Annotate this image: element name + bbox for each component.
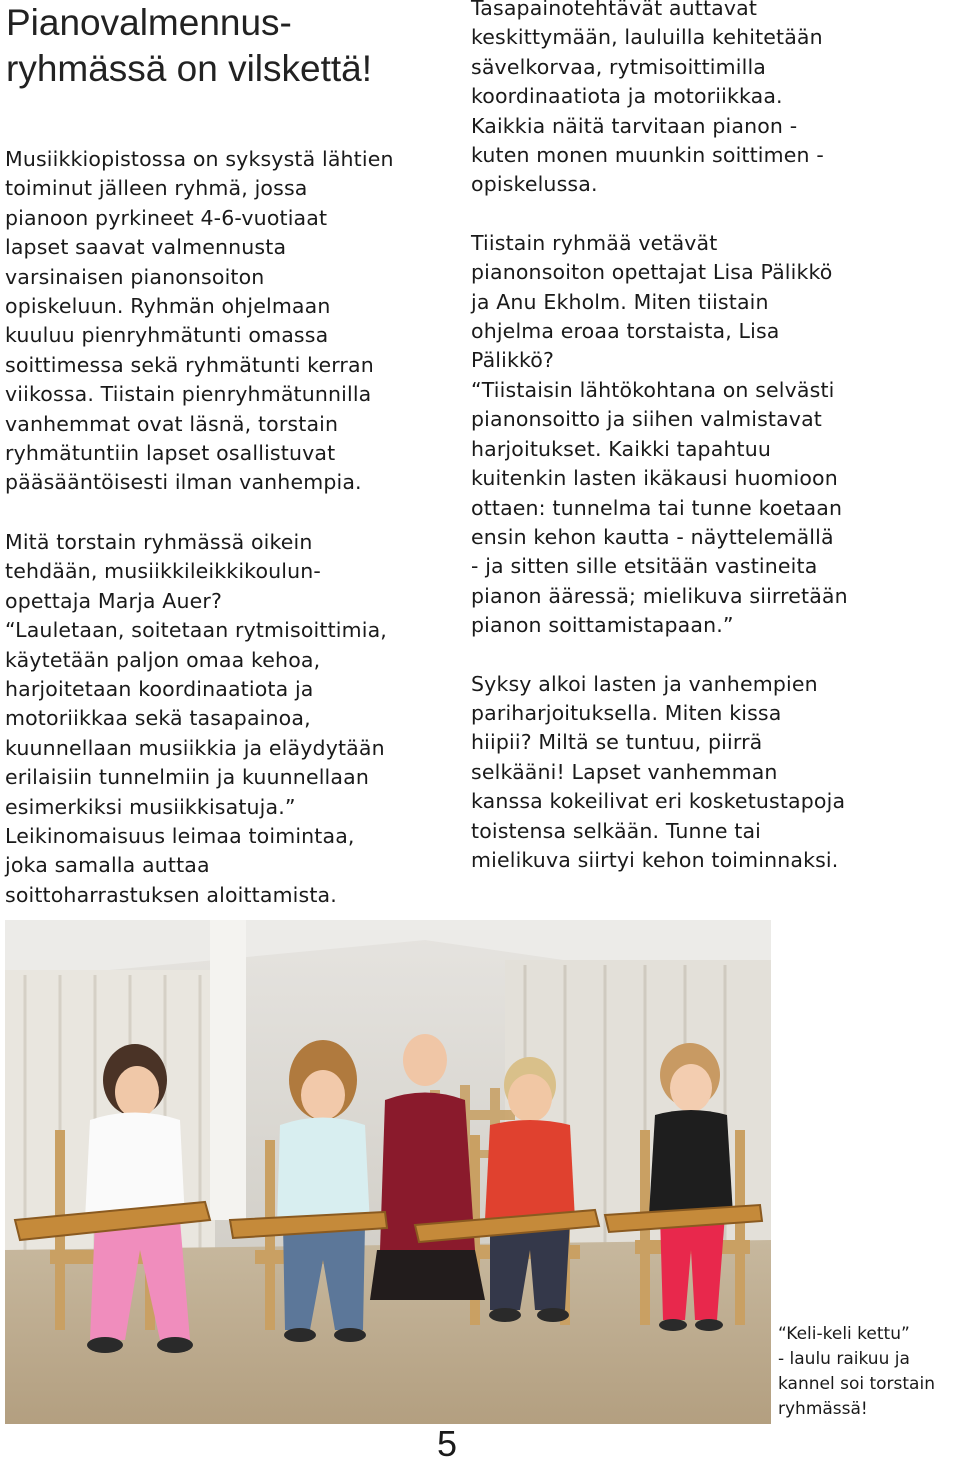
title-line: Pianovalmennus-	[6, 2, 292, 43]
text-line: toiminut jälleen ryhmä, jossa	[5, 176, 308, 201]
caption-line: ryhmässä!	[778, 1399, 868, 1419]
caption-line: kannel soi torstain	[778, 1374, 935, 1394]
caption-line: - laulu raikuu ja	[778, 1349, 910, 1369]
text-line: joka samalla auttaa	[5, 853, 210, 878]
left-column	[5, 145, 455, 910]
text-line: koordinaatiota ja motoriikkaa.	[471, 84, 783, 109]
text-line: pääsääntöisesti ilman vanhempia.	[5, 470, 362, 495]
interview-paragraph	[5, 528, 455, 910]
text-line: viikossa. Tiistain pienryhmätunnilla	[5, 382, 372, 407]
text-line: soittoharrastuksen aloittamista.	[5, 882, 337, 907]
text-line: käytetään paljon omaa kehoa,	[5, 647, 321, 672]
text-line: ohjelma eroaa torstaista, Lisa	[471, 319, 780, 344]
intro-paragraph	[5, 145, 455, 498]
text-line: pianon soittamistapaan.”	[471, 613, 734, 638]
text-line: pianonsoiton opettajat Lisa Pälikkö	[471, 260, 833, 285]
text-line: ensin kehon kautta - näyttelemällä	[471, 524, 834, 549]
text-line: ottaen: tunnelma tai tunne koetaan	[471, 495, 843, 520]
text-line: esimerkiksi musiikkisatuja.”	[5, 794, 296, 819]
continuation-paragraph	[471, 0, 951, 200]
text-line: pariharjoituksella. Miten kissa	[471, 700, 782, 725]
right-column	[471, 0, 951, 875]
text-line: Tasapainotehtävät auttavat	[471, 0, 758, 20]
text-line: sävelkorvaa, rytmisoittimilla	[471, 54, 767, 79]
text-line: lapset saavat valmennusta	[5, 235, 287, 260]
text-line: kuten monen muunkin soittimen -	[471, 143, 824, 168]
text-line: erilaisiin tunnelmiin ja kuunnellaan	[5, 765, 369, 790]
text-line: Kaikkia näitä tarvitaan pianon -	[471, 113, 798, 138]
text-line: harjoitukset. Kaikki tapahtuu	[471, 436, 772, 461]
text-line: tehdään, musiikkileikkikoulun-	[5, 559, 321, 584]
text-line: - ja sitten sille etsitään vastineita	[471, 554, 818, 579]
text-line: ja Anu Ekholm. Miten tiistain	[471, 289, 769, 314]
tuesday-paragraph	[471, 229, 951, 641]
title-line: ryhmässä on vilskettä!	[6, 48, 373, 89]
paragraph-gap	[5, 498, 455, 528]
text-line: pianon ääressä; mielikuva siirretään	[471, 583, 848, 608]
text-line: Pälikkö?	[471, 348, 555, 373]
caption-line: “Keli-keli kettu”	[778, 1324, 910, 1344]
text-line: opiskelussa.	[471, 172, 598, 197]
pillar	[210, 920, 246, 1220]
text-line: “Tiistaisin lähtökohtana on selvästi	[471, 377, 835, 402]
text-line: kuuluu pienryhmätunti omassa	[5, 323, 329, 348]
paragraph-gap	[471, 641, 951, 670]
text-line: selkääni! Lapset vanhemman	[471, 759, 778, 784]
text-line: pianonsoitto ja siihen valmistavat	[471, 407, 822, 432]
text-line: vanhemmat ovat läsnä, torstain	[5, 411, 339, 436]
text-line: “Lauletaan, soitetaan rytmisoittimia,	[5, 618, 387, 643]
photo-caption	[778, 1322, 960, 1422]
text-line: kuunnellaan musiikkia ja eläydytään	[5, 735, 385, 760]
text-line: pianoon pyrkineet 4-6-vuotiaat	[5, 205, 328, 230]
text-line: varsinaisen pianonsoiton	[5, 264, 265, 289]
text-line: Leikinomaisuus leimaa toimintaa,	[5, 823, 355, 848]
text-line: Musiikkiopistossa on syksystä lähtien	[5, 147, 394, 171]
text-line: opettaja Marja Auer?	[5, 588, 222, 613]
text-line: motoriikkaa sekä tasapainoa,	[5, 706, 311, 731]
text-line: Mitä torstain ryhmässä oikein	[5, 529, 313, 554]
text-line: hiipii? Miltä se tuntuu, piirrä	[471, 730, 763, 755]
text-line: ryhmätuntiin lapset osallistuvat	[5, 441, 336, 466]
text-line: kuitenkin lasten ikäkausi huomioon	[471, 466, 838, 491]
autumn-paragraph	[471, 670, 951, 876]
text-line: toistensa selkään. Tunne tai	[471, 818, 762, 843]
text-line: harjoitetaan koordinaatiota ja	[5, 676, 314, 701]
text-line: Syksy alkoi lasten ja vanhempien	[471, 671, 818, 696]
text-line: opiskeluun. Ryhmän ohjelmaan	[5, 294, 331, 319]
page-number: 5	[437, 1423, 458, 1464]
photo-illustration	[5, 920, 771, 1424]
text-line: keskittymään, lauluilla kehitetään	[471, 25, 823, 50]
article-title	[6, 0, 446, 92]
paragraph-gap	[471, 200, 951, 229]
text-line: mielikuva siirtyi kehon toiminnaksi.	[471, 847, 839, 872]
text-line: kanssa kokeilivat eri kosketustapoja	[471, 789, 846, 814]
text-line: Tiistain ryhmää vetävät	[471, 230, 718, 255]
group-photo	[5, 920, 771, 1424]
text-line: soittimessa sekä ryhmätunti kerran	[5, 352, 374, 377]
